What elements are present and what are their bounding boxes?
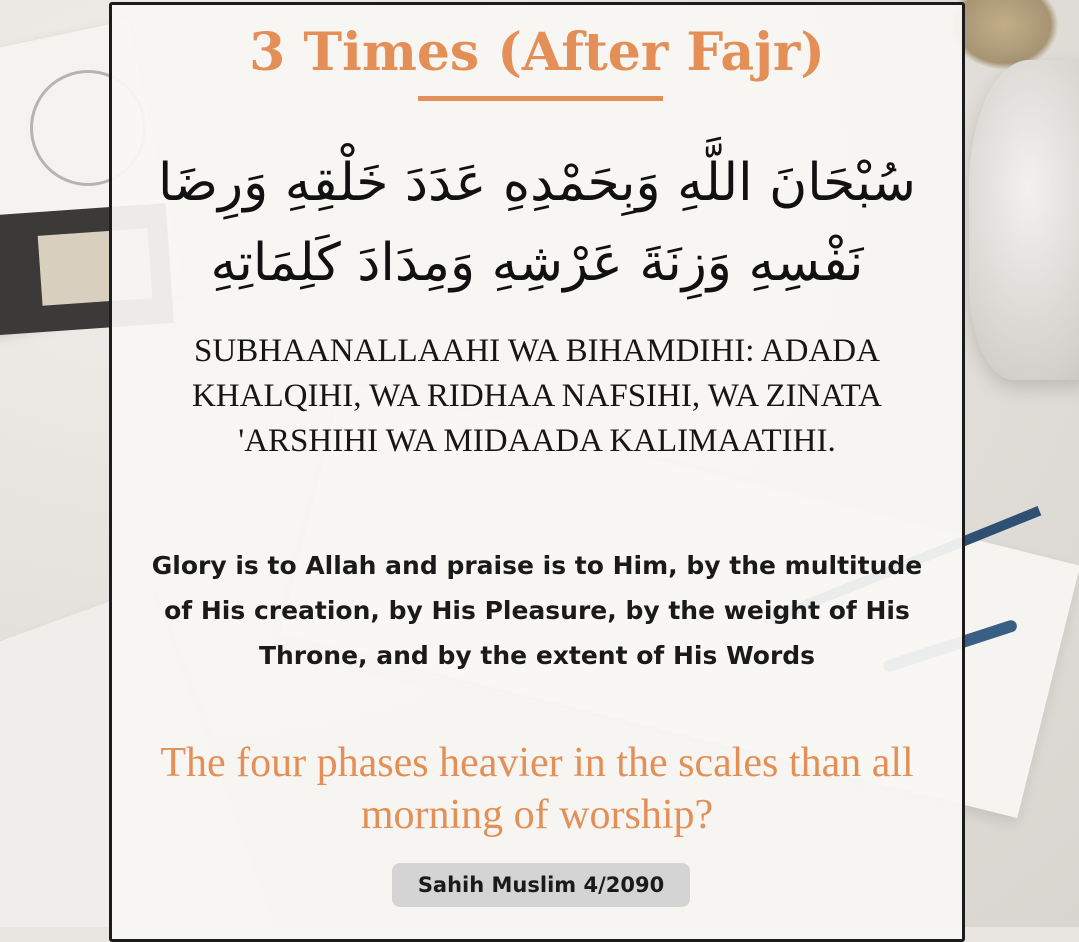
virtue-text: The four phases heavier in the scales than all morning of worship? <box>160 740 914 838</box>
translation-text: Glory is to Allah and praise is to Him, by the multitude of His creation, by His Pleasure, by the weight of His Throne, and by the extent of His Words <box>151 551 923 670</box>
card-title: 3 Times (After Fajr) <box>249 22 825 83</box>
dua-card <box>109 2 965 942</box>
arabic-text: سُبْحَانَ اللَّهِ وَبِحَمْدِهِ عَدَدَ خَلْقِهِ وَرِضَا نَفْسِهِ وَزِنَةَ عَرْشِهِ وَمِدَادَ كَلِمَاتِهِ <box>158 153 916 293</box>
transliteration-text: SUBHAANALLAAHI WA BIHAMDIHI: ADADA KHALQIHI, WA RIDHAA NAFSIHI, WA ZINATA 'ARSHIHI WA MIDAADA KALIMAATIHI. <box>191 333 883 459</box>
background-cup <box>969 60 1079 380</box>
source-badge: Sahih Muslim 4/2090 <box>392 863 690 907</box>
title-underline <box>418 96 663 101</box>
